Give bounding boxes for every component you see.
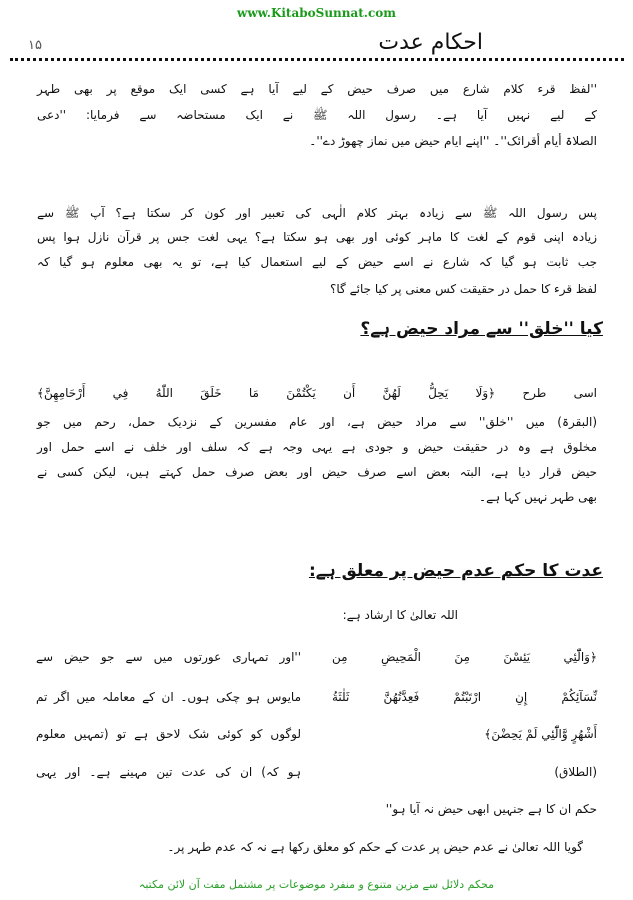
footer-tagline: محکم دلائل سے مزین متنوع و منفرد موضوعات پر مشتمل مفت آن لائن مکتبہ: [138, 878, 495, 891]
body-line: زیادہ اپنی قوم کے لغت کا ماہر کوئی اور بھی ہو سکتا ہے؟ یہی لغت جس پر قرآن نازل ہوا پس: [37, 230, 597, 244]
body-line: کے لیے نہیں آیا ہے۔ رسول اللہ ﷺ نے ایک مستحاضہ سے فرمایا: ''دعی: [37, 108, 597, 122]
body-line: مخلوق ہے وہ در حقیقت حیض و جودی ہے یہی وجہ ہے کہ سلف اور خلف نے اسے حمل اور: [37, 440, 597, 454]
ayah-line: ﴿وَالّٰٓئِي يَئِسْنَ مِنَ الْمَحِيضِ مِن: [332, 650, 597, 664]
site-url: www.KitaboSunnat.com: [236, 6, 396, 20]
closing-line: گویا اللہ تعالیٰ نے عدم حیض پر عدت کے حکم کو معلق رکھا ہے نہ کہ عدم طہر پر۔: [167, 840, 583, 854]
body-line: الصلاۃ أیام أقرائک''۔ ''اپنے ایام حیض میں نماز چھوڑ دے''۔: [309, 134, 597, 148]
section-heading: عدت کا حکم عدم حیض پر معلق ہے:: [308, 561, 603, 581]
translation-line: ہو کہ) ان کی عدت تین مہینے ہے۔ اور یہی: [36, 765, 301, 779]
body-line: حیض قرار دیا ہے، البتہ بعض اسے صرف حیض اور بعض صرف حمل کہتے ہیں، لیکن کسی نے: [37, 465, 597, 479]
intro-text: اللہ تعالیٰ کا ارشاد ہے:: [342, 608, 458, 622]
section-heading: کیا ''خلق'' سے مراد حیض ہے؟: [360, 319, 603, 339]
translation-line: مایوس ہو چکی ہوں۔ ان کے معاملہ میں اگر تم: [36, 690, 301, 704]
ayah-reference: (الطلاق): [554, 765, 597, 779]
body-line: پس رسول اللہ ﷺ سے زیادہ بہتر کلام الٰہی کی تعبیر اور کون کر سکتا ہے؟ آپ ﷺ سے: [37, 206, 597, 220]
translation-line: لوگوں کو کوئی شک لاحق ہے تو (تمہیں معلوم: [36, 727, 301, 741]
body-line: ''لفظ قرء کلام شارع میں صرف حیض کے لیے آیا ہے کسی ایک موقع پر بھی طہر: [37, 82, 597, 96]
body-line: (البقرۃ) میں ''خلق'' سے مراد حیض ہے، اور عام مفسرین کے نزدیک حمل، رحم میں جو: [37, 415, 597, 429]
ayah-line: نِّسَآئِكُمْ إِنِ ارْتَبْتُمْ فَعِدَّتُهُنَّ ثَلٰثَةُ: [332, 690, 597, 704]
translation-line: ''اور تمہاری عورتوں میں سے جو حیض سے: [36, 650, 301, 664]
closing-line: حکم ان کا ہے جنہیں ابھی حیض نہ آیا ہو'': [385, 802, 597, 816]
body-line: لفظ قرء کا حمل در حقیقت کس معنی پر کیا جائے گا؟: [330, 282, 597, 296]
header-divider: [10, 58, 624, 67]
body-line: بھی طہر نہیں کہا ہے۔: [479, 490, 597, 504]
body-line: جب ثابت ہو گیا کہ شارع نے اسے حیض کے لیے استعمال کیا ہے، تو یہ بھی معلوم ہو گیا کہ: [37, 255, 597, 269]
page-number: ۱۵: [28, 38, 42, 53]
body-line: اسی طرح ﴿وَلَا يَحِلُّ لَهُنَّ أَن يَكْتُمْنَ مَا خَلَقَ اللّٰهُ فِي أَرْحَامِهِنَّ﴾: [37, 386, 597, 400]
ayah-line: أَشْهُرٍ وَّالّٰٓئِي لَمْ يَحِضْنَ﴾: [484, 727, 597, 741]
book-title: احکام عدت: [378, 30, 483, 55]
